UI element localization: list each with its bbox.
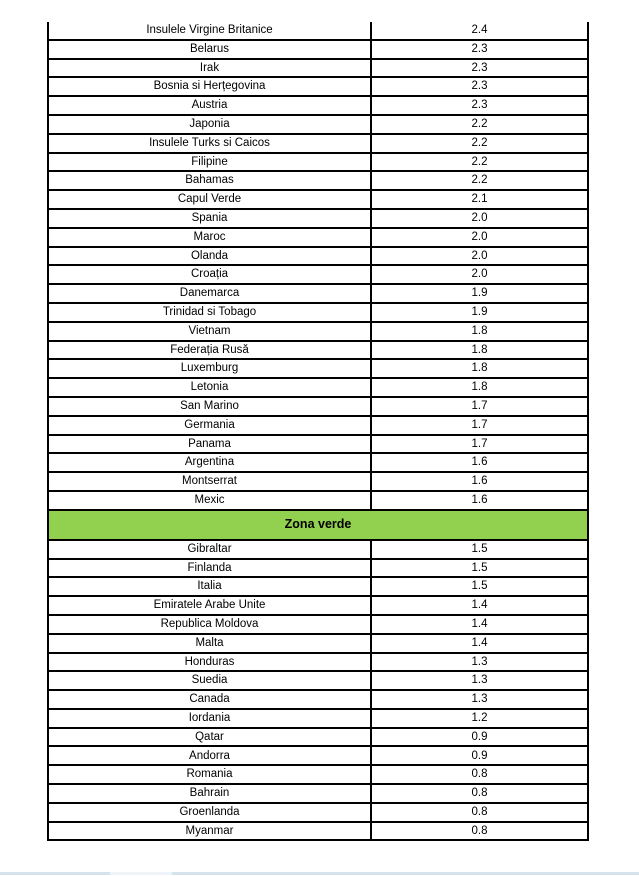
- country-cell: Vietnam: [48, 322, 371, 341]
- table-row: [48, 803, 588, 822]
- table-row: [48, 171, 588, 190]
- table-row: [48, 540, 588, 559]
- value-cell: 2.0: [371, 247, 588, 266]
- country-cell: Croația: [48, 265, 371, 284]
- table-row: [48, 228, 588, 247]
- country-cell: Qatar: [48, 728, 371, 747]
- table-row: [48, 491, 588, 510]
- table-row: [48, 615, 588, 634]
- table-row: [48, 397, 588, 416]
- country-cell: Japonia: [48, 115, 371, 134]
- table-row: [48, 115, 588, 134]
- zone-header-label: Zona verde: [48, 510, 588, 540]
- value-cell: 1.8: [371, 359, 588, 378]
- value-cell: 1.9: [371, 303, 588, 322]
- value-cell: 2.2: [371, 134, 588, 153]
- table-row: [48, 77, 588, 96]
- value-cell: 1.5: [371, 540, 588, 559]
- table-row: [48, 765, 588, 784]
- country-cell: Honduras: [48, 653, 371, 672]
- table-row: [48, 153, 588, 172]
- value-cell: 1.7: [371, 435, 588, 454]
- country-cell: Olanda: [48, 247, 371, 266]
- value-cell: 1.6: [371, 491, 588, 510]
- table-row: [48, 634, 588, 653]
- value-cell: 0.8: [371, 803, 588, 822]
- value-cell: 1.2: [371, 709, 588, 728]
- country-cell: Insulele Turks si Caicos: [48, 134, 371, 153]
- country-cell: Montserrat: [48, 472, 371, 491]
- country-cell: Insulele Virgine Britanice: [48, 22, 371, 40]
- value-cell: 2.2: [371, 171, 588, 190]
- value-cell: 2.0: [371, 265, 588, 284]
- zone-header-row: [48, 510, 588, 540]
- value-cell: 1.5: [371, 559, 588, 578]
- table-row: [48, 22, 588, 40]
- table-row: [48, 577, 588, 596]
- value-cell: 0.9: [371, 728, 588, 747]
- country-cell: San Marino: [48, 397, 371, 416]
- table-row: [48, 416, 588, 435]
- value-cell: 2.2: [371, 153, 588, 172]
- table-row: [48, 435, 588, 454]
- bottom-edge-strip-segment: [110, 872, 172, 875]
- country-cell: Romania: [48, 765, 371, 784]
- value-cell: 2.2: [371, 115, 588, 134]
- value-cell: 2.4: [371, 22, 588, 40]
- bottom-edge-strip-segment: [172, 872, 639, 875]
- country-cell: Finlanda: [48, 559, 371, 578]
- value-cell: 2.3: [371, 77, 588, 96]
- country-cell: Bosnia si Herțegovina: [48, 77, 371, 96]
- value-cell: 1.4: [371, 634, 588, 653]
- country-cell: Suedia: [48, 671, 371, 690]
- value-cell: 1.6: [371, 453, 588, 472]
- country-cell: Belarus: [48, 40, 371, 59]
- value-cell: 1.3: [371, 690, 588, 709]
- value-cell: 1.7: [371, 416, 588, 435]
- country-cell: Bahrain: [48, 784, 371, 803]
- bottom-edge-strip-segment: [0, 872, 110, 875]
- country-cell: Andorra: [48, 746, 371, 765]
- table-row: [48, 265, 588, 284]
- country-risk-table: [47, 22, 589, 841]
- table-row: [48, 728, 588, 747]
- table-row: [48, 472, 588, 491]
- country-cell: Letonia: [48, 378, 371, 397]
- country-cell: Spania: [48, 209, 371, 228]
- country-cell: Trinidad si Tobago: [48, 303, 371, 322]
- country-cell: Danemarca: [48, 284, 371, 303]
- value-cell: 1.3: [371, 653, 588, 672]
- table-row: [48, 690, 588, 709]
- country-cell: Republica Moldova: [48, 615, 371, 634]
- value-cell: 0.8: [371, 822, 588, 841]
- value-cell: 0.8: [371, 784, 588, 803]
- country-cell: Luxemburg: [48, 359, 371, 378]
- table-row: [48, 378, 588, 397]
- country-risk-table-body: [48, 22, 588, 840]
- table-row: [48, 653, 588, 672]
- value-cell: 1.3: [371, 671, 588, 690]
- country-cell: Malta: [48, 634, 371, 653]
- table-row: [48, 284, 588, 303]
- value-cell: 2.3: [371, 40, 588, 59]
- table-row: [48, 134, 588, 153]
- table-row: [48, 341, 588, 360]
- table-row: [48, 746, 588, 765]
- country-cell: Argentina: [48, 453, 371, 472]
- country-cell: Irak: [48, 59, 371, 78]
- country-cell: Mexic: [48, 491, 371, 510]
- value-cell: 1.8: [371, 341, 588, 360]
- value-cell: 1.4: [371, 615, 588, 634]
- value-cell: 0.9: [371, 746, 588, 765]
- value-cell: 1.5: [371, 577, 588, 596]
- table-row: [48, 784, 588, 803]
- value-cell: 2.0: [371, 209, 588, 228]
- table-row: [48, 303, 588, 322]
- value-cell: 2.1: [371, 190, 588, 209]
- value-cell: 1.4: [371, 596, 588, 615]
- table-row: [48, 247, 588, 266]
- country-cell: Myanmar: [48, 822, 371, 841]
- value-cell: 2.3: [371, 59, 588, 78]
- value-cell: 0.8: [371, 765, 588, 784]
- country-cell: Austria: [48, 96, 371, 115]
- value-cell: 2.3: [371, 96, 588, 115]
- table-row: [48, 596, 588, 615]
- table-row: [48, 709, 588, 728]
- country-cell: Italia: [48, 577, 371, 596]
- country-cell: Maroc: [48, 228, 371, 247]
- table-row: [48, 59, 588, 78]
- country-cell: Bahamas: [48, 171, 371, 190]
- value-cell: 1.9: [371, 284, 588, 303]
- country-cell: Canada: [48, 690, 371, 709]
- value-cell: 1.8: [371, 322, 588, 341]
- table-row: [48, 671, 588, 690]
- value-cell: 1.7: [371, 397, 588, 416]
- table-row: [48, 209, 588, 228]
- country-cell: Capul Verde: [48, 190, 371, 209]
- table-row: [48, 559, 588, 578]
- table-row: [48, 822, 588, 841]
- country-cell: Groenlanda: [48, 803, 371, 822]
- country-cell: Panama: [48, 435, 371, 454]
- country-cell: Filipine: [48, 153, 371, 172]
- country-cell: Germania: [48, 416, 371, 435]
- country-cell: Iordania: [48, 709, 371, 728]
- bottom-edge-strip: [0, 872, 639, 875]
- table-row: [48, 190, 588, 209]
- table-row: [48, 96, 588, 115]
- value-cell: 1.8: [371, 378, 588, 397]
- table-row: [48, 359, 588, 378]
- country-cell: Federația Rusă: [48, 341, 371, 360]
- table-row: [48, 40, 588, 59]
- country-cell: Gibraltar: [48, 540, 371, 559]
- table-row: [48, 322, 588, 341]
- country-cell: Emiratele Arabe Unite: [48, 596, 371, 615]
- value-cell: 1.6: [371, 472, 588, 491]
- table-row: [48, 453, 588, 472]
- value-cell: 2.0: [371, 228, 588, 247]
